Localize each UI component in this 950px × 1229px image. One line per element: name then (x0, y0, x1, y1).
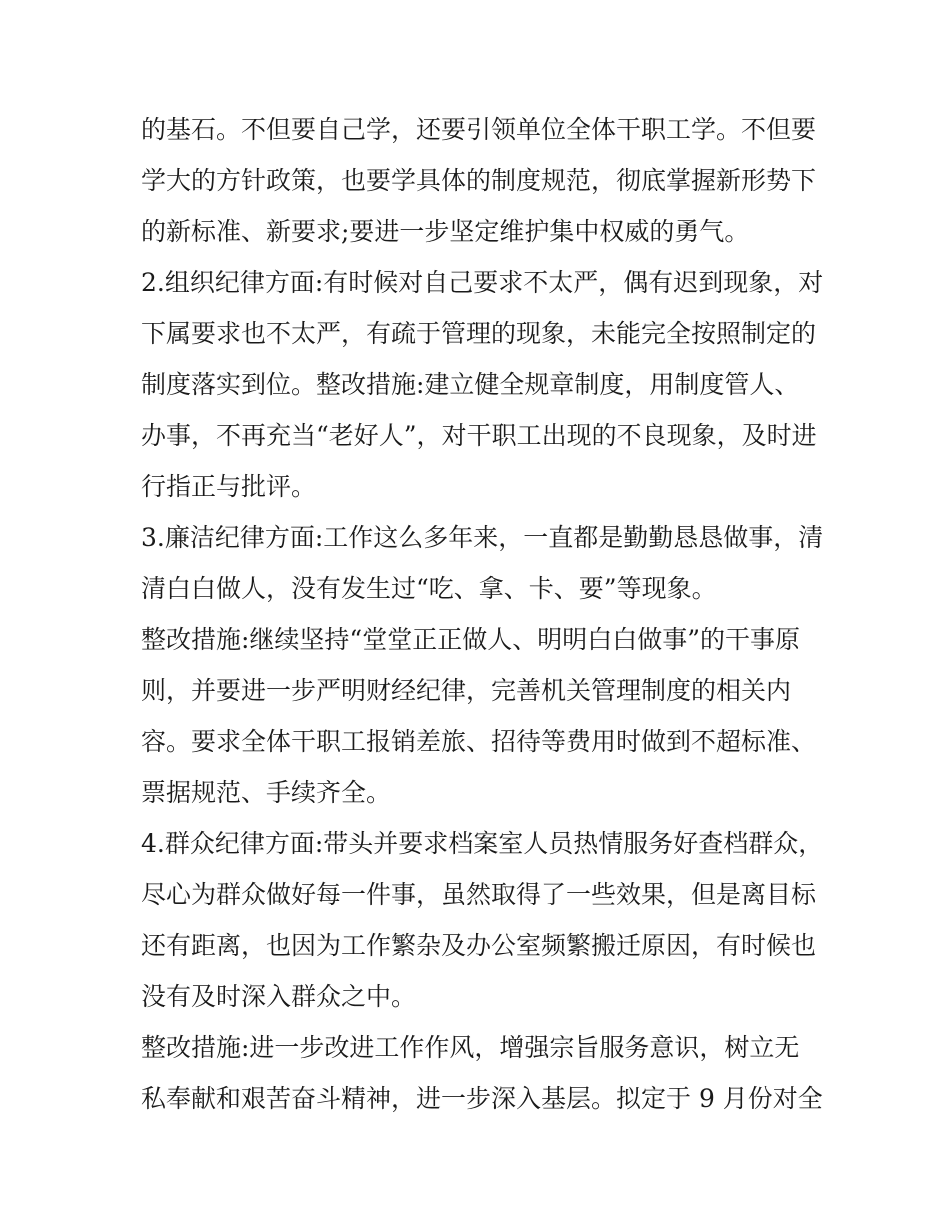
text-line: 4.群众纪律方面:带头并要求档案室人员热情服务好查档群众， (141, 829, 824, 858)
text-line: 整改措施:继续坚持“堂堂正正做人、明明白白做事”的干事原 (141, 625, 800, 654)
text-line: 整改措施:进一步改进工作作风，增强宗旨服务意识，树立无 (141, 1033, 800, 1062)
text-line: 清白白做人，没有发生过“吃、拿、卡、要”等现象。 (141, 574, 717, 603)
text-line: 私奉献和艰苦奋斗精神，进一步深入基层。拟定于 9 月份对全 (141, 1084, 823, 1113)
text-line: 办事，不再充当“老好人”，对干职工出现的不良现象，及时进 (141, 421, 817, 450)
text-line: 容。要求全体干职工报销差旅、招待等费用时做到不超标准、 (141, 727, 817, 756)
text-line: 没有及时深入群众之中。 (141, 982, 417, 1011)
text-line: 的基石。不但要自己学，还要引领单位全体干职工学。不但要 (141, 115, 817, 144)
text-line: 制度落实到位。整改措施:建立健全规章制度，用制度管人、 (141, 370, 800, 399)
text-line: 尽心为群众做好每一件事，虽然取得了一些效果，但是离目标 (141, 880, 817, 909)
text-line: 下属要求也不太严，有疏于管理的现象，未能完全按照制定的 (141, 319, 817, 348)
text-line: 则，并要进一步严明财经纪律，完善机关管理制度的相关内 (141, 676, 792, 705)
text-line: 2.组织纪律方面:有时候对自己要求不太严，偶有迟到现象，对 (141, 268, 824, 297)
text-line: 还有距离，也因为工作繁杂及办公室频繁搬迁原因，有时候也 (141, 931, 817, 960)
text-line: 票据规范、手续齐全。 (141, 778, 392, 807)
text-line: 行指正与批评。 (141, 472, 317, 501)
text-line: 学大的方针政策，也要学具体的制度规范，彻底掌握新形势下 (141, 166, 817, 195)
body-text (141, 104, 824, 1124)
text-line: 3.廉洁纪律方面:工作这么多年来，一直都是勤勤恳恳做事，清 (141, 523, 824, 552)
text-line: 的新标准、新要求;要进一步坚定维护集中权威的勇气。 (141, 217, 750, 246)
